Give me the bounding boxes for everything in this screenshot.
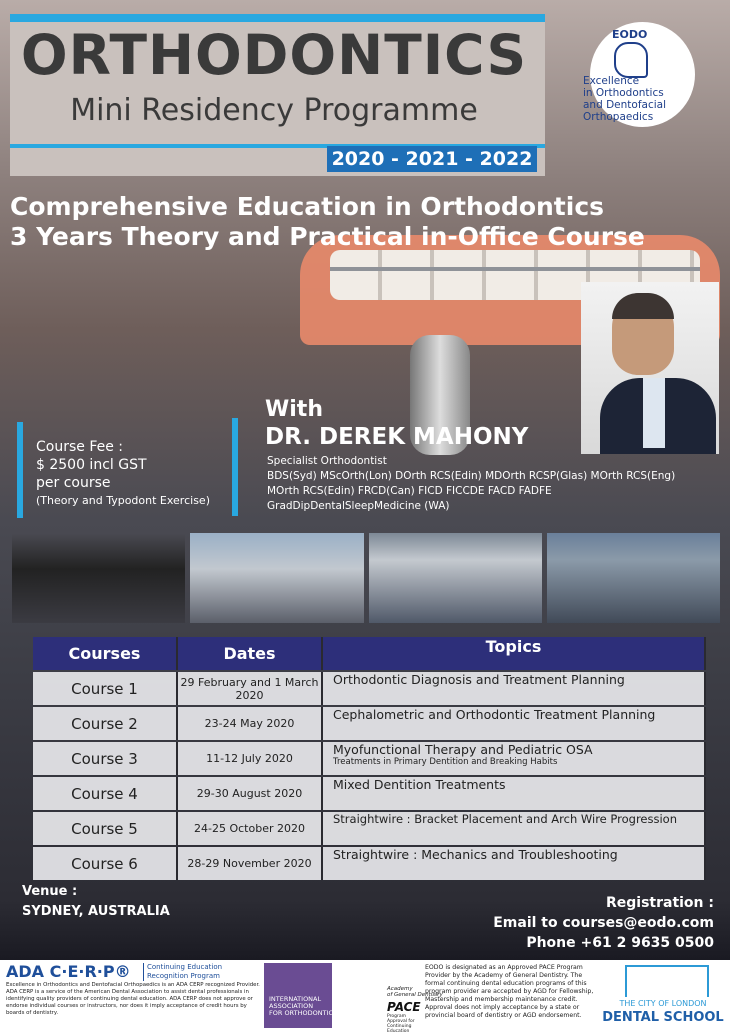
with-label: With xyxy=(265,397,323,422)
topic-cell: Myofunctional Therapy and Pediatric OSA Treatments in Primary Dentition and Breaking Habits xyxy=(323,742,706,775)
tower-bridge-icon xyxy=(625,965,709,997)
years-badge: 2020 - 2021 - 2022 xyxy=(327,146,537,172)
pace-logo-subtitle: Program Approval for Continuing Education xyxy=(387,1014,415,1034)
credentials-line-1: BDS(Syd) MScOrth(Lon) DOrth RCS(Edin) MDOrth RCSP(Glas) MOrth RCS(Eng) xyxy=(267,470,676,482)
classroom-photo-2 xyxy=(369,533,542,623)
logo-name: EODO xyxy=(612,28,648,41)
topic-cell: Cephalometric and Orthodontic Treatment Planning xyxy=(323,707,706,740)
course-cell: Course 1 xyxy=(33,672,178,705)
ada-cerp-logo: ADA C·E·R·P® xyxy=(6,962,131,981)
table-row xyxy=(33,672,706,705)
title-accent-bar xyxy=(10,14,545,22)
page-title: ORTHODONTICS xyxy=(20,23,528,87)
topic-cell: Orthodontic Diagnosis and Treatment Planning xyxy=(323,672,706,705)
presenter-role: Specialist Orthodontist xyxy=(267,455,387,467)
table-row xyxy=(33,707,706,740)
registration-label: Registration : xyxy=(605,895,714,911)
ada-cerp-tagline: Continuing Education Recognition Program xyxy=(143,963,222,981)
date-cell: 11-12 July 2020 xyxy=(178,742,323,775)
topic-subtitle: Treatments in Primary Dentition and Breaking Habits xyxy=(333,757,558,767)
header-topics: Topics xyxy=(323,637,706,670)
headline-line-1: Comprehensive Education in Orthodontics xyxy=(10,192,605,221)
page-subtitle: Mini Residency Programme xyxy=(70,93,478,128)
course-cell: Course 3 xyxy=(33,742,178,775)
fee-amount: $ 2500 incl GST xyxy=(36,457,147,473)
pace-logo: PACE xyxy=(387,1000,421,1014)
registration xyxy=(493,893,714,953)
fee-accent-bar xyxy=(17,422,23,518)
topic-cell: Straightwire : Bracket Placement and Arch Wire Progression xyxy=(323,812,706,845)
date-cell: 23-24 May 2020 xyxy=(178,707,323,740)
pace-statement: EODO is designated as an Approved PACE Program Provider by the Academy of General Dentistry. The formal continuing dental education programs of this program provider are accepted by AGD for Fellowship, Mastership and membership maintenance credit. Approval does not imply acceptance by a state or provincial board of dentistry or AGD endorsement. xyxy=(425,964,594,1019)
agd-logo-text: Academy of General Dentistry xyxy=(387,986,443,998)
logo-text: Excellence in Orthodontics and Dentofacial Orthopaedics xyxy=(583,75,667,123)
course-schedule-table xyxy=(33,637,706,882)
presenter-accent-bar xyxy=(232,418,238,516)
table-row xyxy=(33,812,706,845)
header-courses: Courses xyxy=(33,637,178,670)
headline-line-2: 3 Years Theory and Practical in-Office Course xyxy=(10,222,645,251)
venue xyxy=(22,882,170,922)
head-profile-icon xyxy=(614,42,648,78)
arch-wire xyxy=(330,267,700,271)
table-row xyxy=(33,777,706,810)
venue-label: Venue : xyxy=(22,884,78,899)
headline xyxy=(10,192,730,252)
ada-cerp-statement: Excellence in Orthodontics and Dentofacial Orthopaedics is an ADA CERP recognized Provider. ADA CERP is a service of the American Dental Association to assist dental professionals in identifying quality providers of continuing dental education. ADA CERP does not approve or endorse individual courses or instructors, nor does it imply acceptance of credit hours by boards of dentistry. xyxy=(6,982,260,1016)
table-row xyxy=(33,847,706,880)
presenter-shirt xyxy=(643,378,665,448)
topic-cell: Mixed Dentition Treatments xyxy=(323,777,706,810)
photo-strip xyxy=(12,533,720,623)
date-cell: 24-25 October 2020 xyxy=(178,812,323,845)
date-cell: 28-29 November 2020 xyxy=(178,847,323,880)
topic-cell: Straightwire : Mechanics and Troubleshooting xyxy=(323,847,706,880)
fee-note: (Theory and Typodont Exercise) xyxy=(36,494,210,507)
date-cell: 29 February and 1 March 2020 xyxy=(178,672,323,705)
table-row xyxy=(33,742,706,775)
classroom-photo-1 xyxy=(190,533,363,623)
presenter-name: DR. DEREK MAHONY xyxy=(265,424,529,450)
dental-school-label: DENTAL SCHOOL xyxy=(602,1010,724,1025)
course-cell: Course 5 xyxy=(33,812,178,845)
fee-label: Course Fee : xyxy=(36,439,124,455)
classroom-photo-3 xyxy=(547,533,720,623)
course-cell: Course 6 xyxy=(33,847,178,880)
credentials-line-3: GradDipDentalSleepMedicine (WA) xyxy=(267,500,450,512)
credentials-line-2: MOrth RCS(Edin) FRCD(Can) FICD FICCDE FACD FADFE xyxy=(267,485,552,497)
fee-per: per course xyxy=(36,475,111,491)
course-fee xyxy=(36,438,210,510)
date-cell: 29-30 August 2020 xyxy=(178,777,323,810)
registration-phone[interactable]: Phone +61 2 9635 0500 xyxy=(526,935,714,951)
iao-logo-text: INTERNATIONAL ASSOCIATION FOR ORTHODONTICS xyxy=(269,995,338,1017)
table-header-row xyxy=(33,637,706,670)
city-of-london-label: THE CITY OF LONDON xyxy=(619,999,707,1008)
presenter-credentials xyxy=(267,454,737,514)
graduation-photo xyxy=(12,533,185,623)
course-cell: Course 4 xyxy=(33,777,178,810)
venue-place: SYDNEY, AUSTRALIA xyxy=(22,904,170,919)
course-cell: Course 2 xyxy=(33,707,178,740)
registration-email[interactable]: Email to courses@eodo.com xyxy=(493,915,714,931)
header-dates: Dates xyxy=(178,637,323,670)
